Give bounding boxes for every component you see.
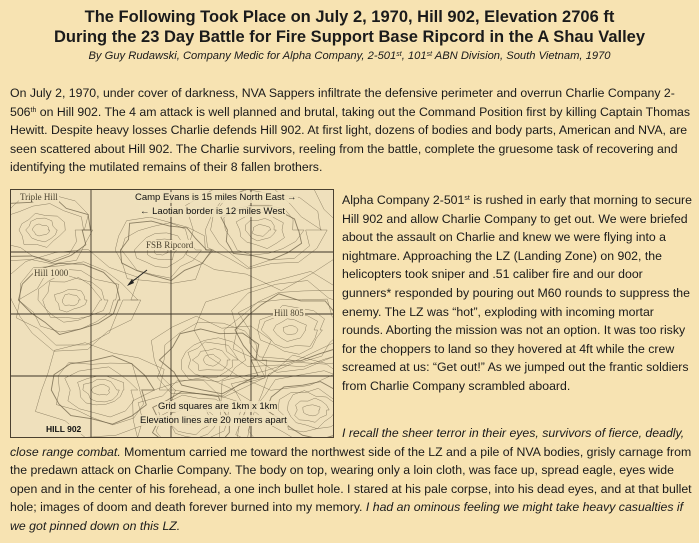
byline-sup-1: st xyxy=(396,51,402,58)
map-label-hill-902: HILL 902 xyxy=(46,424,82,434)
contour-line xyxy=(38,274,108,322)
contour-line xyxy=(65,367,138,417)
map-label-hill-1000: Hill 1000 xyxy=(34,268,69,278)
contour-line xyxy=(121,221,212,280)
para2-text-a: Alpha Company 2-501 xyxy=(342,193,465,207)
para2-text-b: is rushed in early that morning to secure Hill 902 and allow Charlie Company to get out. We were briefed about the assault on Charlie and knew we were flying into a nightmare. Approaching the LZ (Landing Zone) on 902, the helicopters took sniper and .51 caliber fire and our door gunners* responded by pouring out M60 rounds to suppress the enemy. The LZ was “hot”, exploding with incoming mortar rounds. Aborting the mission was not an option. It was too risky for the choppers to land so they hovered at 4ft while the crew screamed at us: “Get out!” As we jumped out the frantic soldiers from Charlie Company scrambled aboard. xyxy=(342,193,692,393)
paragraph-recollection xyxy=(10,424,694,536)
paragraph-alpha-company xyxy=(342,191,692,396)
map-label-hill-805: Hill 805 xyxy=(274,308,304,318)
topographic-map xyxy=(10,189,334,438)
title-line-2: During the 23 Day Battle for Fire Support Base Ripcord in the A Shau Valley xyxy=(53,28,646,46)
para1-text-a: On July 2, 1970, under cover of darkness, NVA Sappers infiltrate the defensive perimeter and overrun Charlie Company 2-506 xyxy=(10,86,675,119)
map-label-grid-squares: Grid squares are 1km x 1km xyxy=(158,401,278,412)
byline-sup-2: st xyxy=(426,51,433,58)
contour-line xyxy=(224,290,333,367)
paragraph-charlie-company xyxy=(10,84,694,177)
contour-line xyxy=(236,212,284,248)
contour-line xyxy=(83,379,119,402)
contour-line xyxy=(194,271,333,390)
contour-line xyxy=(62,294,80,306)
byline-post: ABN Division, South Vietnam, 1970 xyxy=(432,50,611,62)
para3-italic-1: I recall the sheer terror in their eyes, survivors of fierce, deadly, close range combat. xyxy=(10,426,685,459)
contour-line xyxy=(245,218,276,241)
contour-line xyxy=(26,218,58,242)
contour-line xyxy=(32,224,50,236)
para3-normal: Momentum carried me toward the northwest side of the LZ and a pile of NVA bodies, grisly carnage from the predawn attack on Charlie Company. The body on top, wearing only a loin cloth, was face up, spread eagle, eyes wide open and in the center of his forehead, a one inch bullet hole. I stared at his pale corpse, into his dead eyes, and at that bullet hole; images of doom and death forever burned into my memory. xyxy=(10,444,692,515)
byline-pre: By Guy Rudawski, Company Medic for Alpha Company, 2-501 xyxy=(88,50,397,62)
contour-line xyxy=(92,384,110,395)
contour-line xyxy=(273,319,306,342)
contour-line xyxy=(11,249,141,351)
map-label-camp-evans: Camp Evans is 15 miles North East → xyxy=(135,192,297,203)
map-label-triple-hill: Triple Hill xyxy=(20,192,58,202)
contour-line xyxy=(295,398,330,422)
contour-line xyxy=(11,196,91,263)
para1-text-b: on Hill 902. The 4 am attack is well planned and brutal, taking out the Command Position first by killing Captain Thomas Hewitt. Despite heavy losses Charlie defends Hill 902. At first light, dozens of bodies and body parts, American and NVA, are seen scattered about Hill 902. The Charlie survivors, reeling from the battle, complete the gruesome task of recovering and identifying the mutilated remains of their 8 fallen brothers. xyxy=(10,104,691,175)
contour-line xyxy=(43,278,102,319)
para1-sup: th xyxy=(30,106,37,114)
contour-line xyxy=(283,325,298,334)
map-label-fsb-ripcord: FSB Ripcord xyxy=(146,240,194,250)
byline-mid: , 101 xyxy=(401,50,427,62)
para3-italic-2: I had an ominous feeling we might take heavy casualties if we got pinned down on this LZ. xyxy=(10,500,684,533)
contour-line xyxy=(157,322,265,396)
map-label-laotian-border: ← Laotian border is 12 miles West xyxy=(140,206,286,217)
contour-line xyxy=(204,354,221,366)
contour-line xyxy=(18,269,119,332)
map-label-elevation-lines: Elevation lines are 20 meters apart xyxy=(140,415,287,426)
para2-sup: st xyxy=(464,195,470,202)
contour-line xyxy=(235,294,333,362)
contour-line xyxy=(252,224,271,236)
contour-line xyxy=(51,356,154,425)
byline xyxy=(0,49,699,63)
contour-line xyxy=(303,405,320,416)
contour-line xyxy=(78,376,124,405)
title-line-1: The Following Took Place on July 2, 1970, Hill 902, Elevation 2706 ft xyxy=(84,8,615,26)
contour-line xyxy=(134,233,188,268)
contour-line xyxy=(55,289,88,312)
